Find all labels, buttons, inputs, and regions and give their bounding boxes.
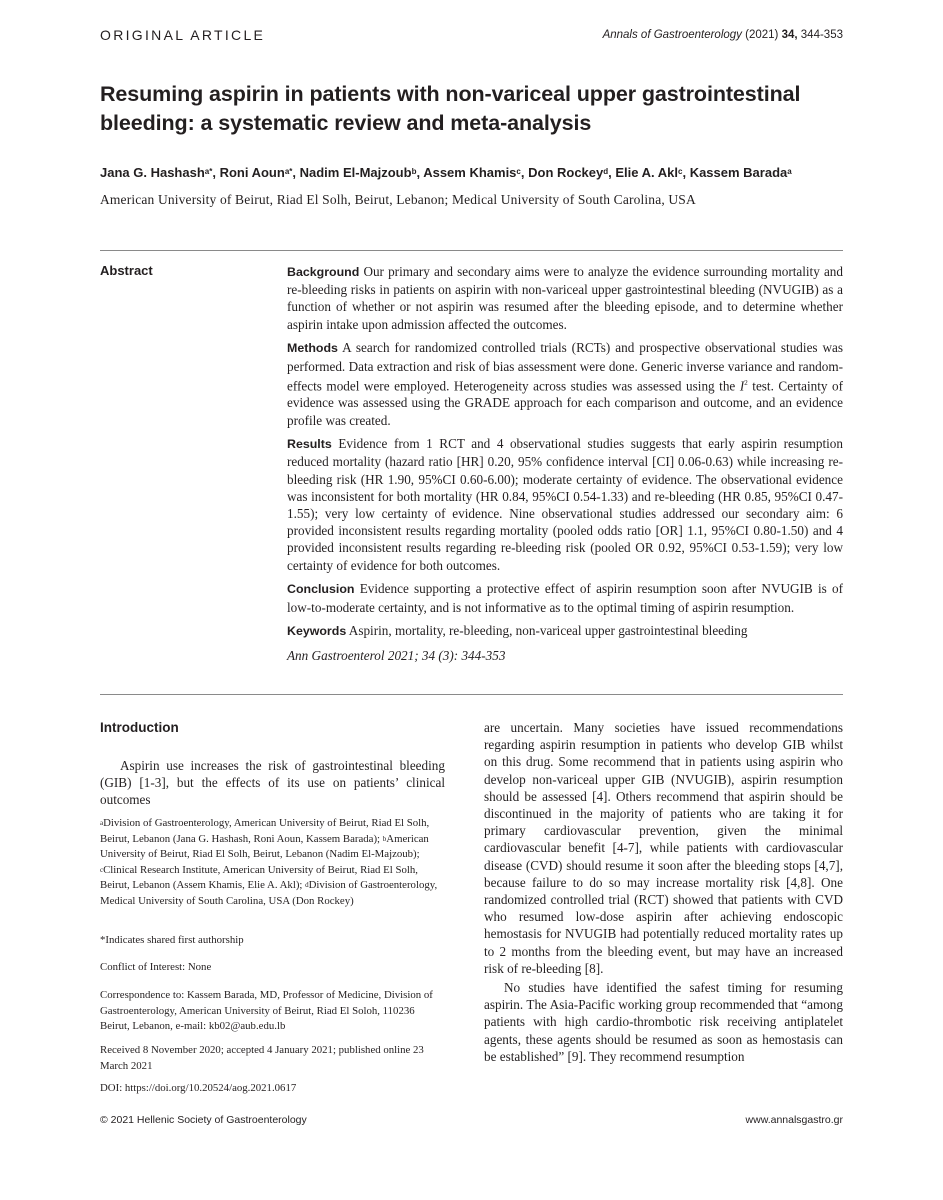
intro-paragraph-3: No studies have identified the safest timing for resuming aspirin. The Asia-Pacific working group recommended that “among patients with high cardio-thrombotic risk receiving antiplatelet agents, these agents should be resumed as soon as hemostasis can be established” [9]. They recommend resumption — [484, 980, 843, 1064]
footer-website-link[interactable]: www.annalsgastro.gr — [745, 1114, 843, 1126]
affiliations: American University of Beirut, Riad El Solh, Beirut, Lebanon; Medical University of South Carolina, USA — [100, 192, 696, 207]
results-label: Results — [287, 437, 332, 452]
abstract-methods — [287, 339, 843, 428]
footer-copyright: © 2021 Hellenic Society of Gastroenterology — [100, 1114, 307, 1126]
author-name: Don Rockey — [528, 165, 604, 180]
footnote-conflict-of-interest: Conflict of Interest: None — [100, 961, 212, 973]
intro-right-column — [484, 719, 843, 1065]
methods-i-symbol: I — [739, 378, 745, 394]
methods-label: Methods — [287, 341, 338, 356]
conclusion-label: Conclusion — [287, 582, 355, 597]
journal-name: Annals of Gastroenterology — [602, 29, 742, 41]
author-name: Nadim El-Majzoub — [299, 165, 412, 180]
footnote-affiliation-text: American University of Beirut, Riad El Solh, Beirut, Lebanon (Nadim El-Majzoub); — [100, 832, 429, 860]
introduction-heading: Introduction — [100, 720, 179, 735]
journal-volume: 34, — [781, 29, 798, 41]
abstract-conclusion — [287, 580, 843, 615]
methods-text-2: test. Certainty of evidence was assessed using the GRADE approach for each comparison and outcome, and an evidence profile was created. — [287, 378, 844, 428]
author-name: Roni Aoun — [219, 165, 285, 180]
footnote-affiliation-text: Clinical Research Institute, American University of Beirut, Riad El Solh, Beirut, Lebanon (Assem Khamis, Elie A. Akl); — [100, 863, 418, 891]
section-label: ORIGINAL ARTICLE — [100, 27, 266, 43]
abstract-keywords — [287, 622, 843, 640]
footnote-received-dates: Received 8 November 2020; accepted 4 January 2021; published online 23 March 2021 — [100, 1044, 424, 1072]
results-text: Evidence from 1 RCT and 4 observational studies suggests that early aspirin resumption reduced mortality (hazard ratio [HR] 0.20, 95% confidence interval [CI] 0.06-0.63) while increasing re-bleeding risk (HR 1.90, 95%CI 0.60-6.00); moderate certainty of evidence. The observational evidence was inconsistent for both mortality (HR 0.84, 95%CI 0.54-1.33) and re-bleeding (HR 0.85, 95%CI 0.47-1.55); very low certainty of evidence. Nine observational studies addressed our secondary aim: 6 provided inconsistent results regarding mortality (pooled odds ratio [OR] 1.1, 95%CI 0.80-1.50) and 4 provided inconsistent results regarding re-bleeding risk (pooled OR 0.92, 95%CI 0.53-1.59); very low certainty of evidence for both outcomes. — [287, 436, 843, 573]
author-name: Elie A. Akl — [615, 165, 678, 180]
author-affiliation-marker: a* — [204, 167, 213, 176]
footnote-affiliation-marker: a — [100, 819, 104, 827]
journal-pages: 344-353 — [800, 29, 843, 41]
intro-paragraph-2: are uncertain. Many societies have issued recommendations regarding aspirin resumption in patients who develop GIB whilst on this drug. Some recommend that in patients using aspirin who develop non-variceal upper GIB (NVUGIB), aspirin resumption should be assessed [4]. Others recommend that aspirin should be discontinued in the majority of patients who are taking it for primary cardiovascular prevention, given the minimal cardiovascular benefit [4-7], while patients with cardiovascular disease (CVD) should resume it soon after the bleeding stops [4,7], because failure to do so may increase mortality risk [4,8]. One randomized controlled trial (RCT) showed that patients with CVD who resumed low-dose aspirin after achieving endoscopic hemostasis for NVUGIB had potentially reduced mortality rates up to 2 months from the bleeding event, but may have an increased risk of re-bleeding [8]. — [484, 720, 843, 976]
journal-year: (2021) — [745, 29, 779, 41]
methods-text-1: A search for randomized controlled trials (RCTs) and prospective observational studies was performed. Data extraction and risk of bias assessment were done. Generic inverse variance and random-effects model were employed. Heterogeneity across studies was assessed using the — [287, 340, 843, 394]
footnote-affiliation-text: Division of Gastroenterology, Medical University of South Carolina, USA (Don Rockey) — [100, 879, 438, 907]
abstract-bottom-rule — [100, 694, 843, 695]
author-affiliation-marker: a* — [284, 167, 293, 176]
conclusion-text: Evidence supporting a protective effect of aspirin resumption soon after NVUGIB is of low-to-moderate certainty, and is not informative as to the optimal timing of aspirin resumption. — [287, 581, 843, 615]
abstract-background — [287, 263, 843, 333]
keywords-label: Keywords — [287, 624, 347, 639]
article-citation: Ann Gastroenterol 2021; 34 (3): 344-353 — [287, 647, 506, 663]
author-affiliation-marker: c — [678, 167, 683, 176]
keywords-text: Aspirin, mortality, re-bleeding, non-variceal upper gastrointestinal bleeding — [348, 623, 748, 639]
abstract-results — [287, 435, 843, 574]
author-name: Kassem Barada — [689, 165, 788, 180]
abstract-body — [287, 263, 843, 671]
abstract-top-rule — [100, 250, 843, 251]
intro-left-column — [100, 757, 445, 809]
author-name: Assem Khamis — [423, 165, 517, 180]
footnote-affiliations — [100, 816, 445, 909]
background-label: Background — [287, 265, 360, 279]
journal-citation-header — [603, 29, 843, 41]
author-affiliation-marker: d — [603, 167, 609, 176]
author-affiliation-marker: c — [516, 167, 521, 176]
author-name: Jana G. Hashash — [100, 165, 205, 180]
paper-title: Resuming aspirin in patients with non-variceal upper gastrointestinal bleeding: a systematic review and meta-analysis — [100, 82, 801, 135]
footnote-affiliation-text: Division of Gastroenterology, American University of Beirut, Riad El Solh, Beirut, Lebanon (Jana G. Hashash, Roni Aoun, Kassem Barada); — [100, 817, 430, 845]
author-affiliation-marker: a — [787, 167, 792, 176]
footnote-affiliation-marker: c — [100, 865, 104, 874]
methods-i-superscript: 2 — [744, 378, 748, 387]
footnote-doi: DOI: https://doi.org/10.20524/aog.2021.0617 — [100, 1082, 297, 1094]
intro-paragraph-1: Aspirin use increases the risk of gastrointestinal bleeding (GIB) [1-3], but the effects of its use on patients’ clinical outcomes — [100, 758, 445, 808]
footnote-shared-authorship: *Indicates shared first authorship — [100, 934, 244, 946]
footnote-affiliation-marker: b — [382, 834, 387, 843]
abstract-label: Abstract — [100, 263, 153, 278]
footnote-affiliation-marker: d — [305, 881, 309, 889]
author-list: Jana G. Hashash$^{a*}$, Roni Aoun$^{a*}$, Nadim El-Majzoub$^b$, Assem Khamis$^c$, Don Rockey$^d$, Elie A. Akl$^c$, Kassem Barada$^a$ — [100, 165, 792, 180]
background-text: Our primary and secondary aims were to analyze the evidence surrounding mortality and re-bleeding risks in patients on aspirin with non-variceal upper gastrointestinal bleeding (NVUGIB) as a function of whether or not aspirin was resumed after the bleeding episode, and to determine whether aspirin intake upon admission affected the outcomes. — [287, 264, 843, 332]
author-affiliation-marker: b — [411, 167, 417, 176]
footnote-correspondence: Correspondence to: Kassem Barada, MD, Professor of Medicine, Division of Gastroenterology, American University of Beirut, Riad El Soloh, 110236 Beirut, Lebanon, e-mail: kb02@aub.edu.lb — [100, 989, 433, 1032]
